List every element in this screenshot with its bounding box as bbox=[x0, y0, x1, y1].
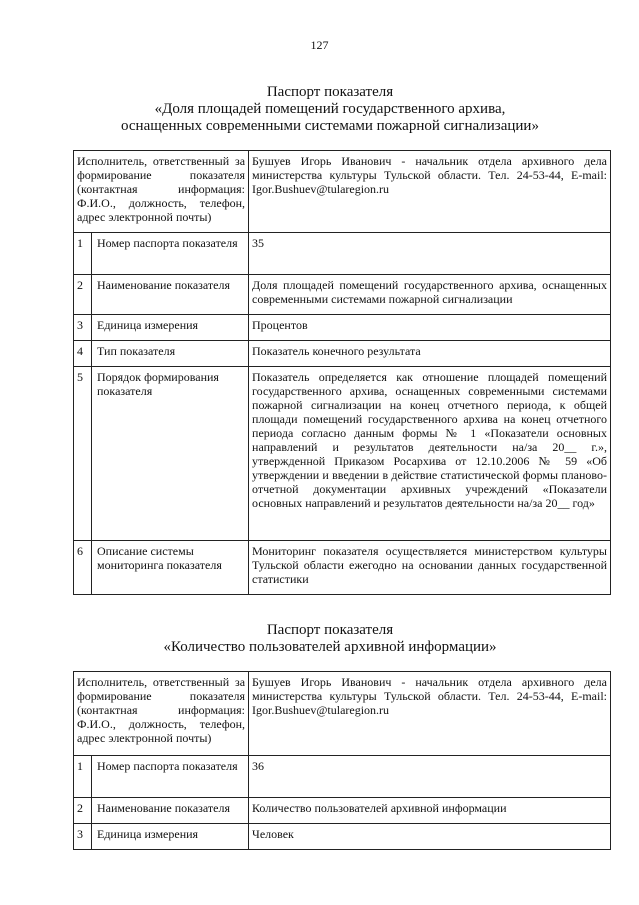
row-label: Тип показателя bbox=[92, 341, 249, 367]
table-row bbox=[74, 233, 611, 275]
executor-value: Бушуев Игорь Иванович - начальник отдела архивного дела министерства культуры Тульской области. Тел. 24-53-44, E-mail: Igor.Bushuev@tularegion.ru bbox=[249, 672, 611, 756]
row-number: 2 bbox=[74, 275, 92, 315]
table-row bbox=[74, 541, 611, 595]
table-row bbox=[74, 275, 611, 315]
passport-2-title-line-2: «Количество пользователей архивной информации» bbox=[163, 639, 497, 655]
row-number: 4 bbox=[74, 341, 92, 367]
row-value: Процентов bbox=[249, 315, 611, 341]
row-value: Количество пользователей архивной информации bbox=[249, 798, 611, 824]
passport-1-title-line-2: «Доля площадей помещений государственного архива, bbox=[154, 101, 506, 117]
executor-value: Бушуев Игорь Иванович - начальник отдела архивного дела министерства культуры Тульской области. Тел. 24-53-44, E-mail: Igor.Bushuev@tularegion.ru bbox=[249, 151, 611, 233]
row-number: 3 bbox=[74, 824, 92, 850]
table-row bbox=[74, 672, 611, 756]
executor-label: Исполнитель, ответственный за формирование показателя (контактная информация: Ф.И.О., должность, телефон, адрес электронной почты) bbox=[74, 672, 249, 756]
table-row bbox=[74, 341, 611, 367]
row-value: Показатель конечного результата bbox=[249, 341, 611, 367]
page-number: 127 bbox=[310, 38, 329, 52]
row-label: Порядок формирования показателя bbox=[92, 367, 249, 541]
table-row bbox=[74, 367, 611, 541]
passport-1-title-line-1: Паспорт показателя bbox=[266, 84, 394, 100]
table-row bbox=[74, 756, 611, 798]
passport-2-table bbox=[73, 671, 611, 850]
row-number: 6 bbox=[74, 541, 92, 595]
row-value: 35 bbox=[249, 233, 611, 275]
passport-2-title-line-1: Паспорт показателя bbox=[266, 622, 394, 638]
row-label: Номер паспорта показателя bbox=[92, 233, 249, 275]
table-row bbox=[74, 315, 611, 341]
row-number: 2 bbox=[74, 798, 92, 824]
row-label: Описание системы мониторинга показателя bbox=[92, 541, 249, 595]
row-label: Наименование показателя bbox=[92, 275, 249, 315]
passport-1-title bbox=[40, 84, 620, 135]
row-number: 1 bbox=[74, 233, 92, 275]
executor-label: Исполнитель, ответственный за формирование показателя (контактная информация: Ф.И.О., должность, телефон, адрес электронной почты) bbox=[74, 151, 249, 233]
table-row bbox=[74, 151, 611, 233]
row-value: Мониторинг показателя осуществляется министерством культуры Тульской области ежегодно на основании данных государственной статистики bbox=[249, 541, 611, 595]
row-number: 3 bbox=[74, 315, 92, 341]
row-value: 36 bbox=[249, 756, 611, 798]
row-number: 1 bbox=[74, 756, 92, 798]
row-value: Доля площадей помещений государственного архива, оснащенных современными системами пожарной сигнализации bbox=[249, 275, 611, 315]
row-label: Номер паспорта показателя bbox=[92, 756, 249, 798]
row-value: Показатель определяется как отношение площадей помещений государственного архива, оснащенных современными системами пожарной сигнализации на конец отчетного периода, к общей площади помещений государственного архива на конец отчетного периода согласно данным формы № 1 «Показатели основных направлений и результатов деятельности на/за 20__ г.», утвержденной Приказом Росархива от 12.10.2006 № 59 «Об утверждении и введении в действие статистической формы планово-отчетной документации архивных учреждений «Показатели основных направлений и результатов деятельности на/за 20__ год» bbox=[249, 367, 611, 541]
row-label: Единица измерения bbox=[92, 824, 249, 850]
row-label: Наименование показателя bbox=[92, 798, 249, 824]
passport-2-title bbox=[40, 622, 620, 656]
row-number: 5 bbox=[74, 367, 92, 541]
table-row bbox=[74, 824, 611, 850]
passport-1-table bbox=[73, 150, 611, 595]
table-row bbox=[74, 798, 611, 824]
row-value: Человек bbox=[249, 824, 611, 850]
row-label: Единица измерения bbox=[92, 315, 249, 341]
passport-1-title-line-3: оснащенных современными системами пожарной сигнализации» bbox=[121, 118, 539, 134]
